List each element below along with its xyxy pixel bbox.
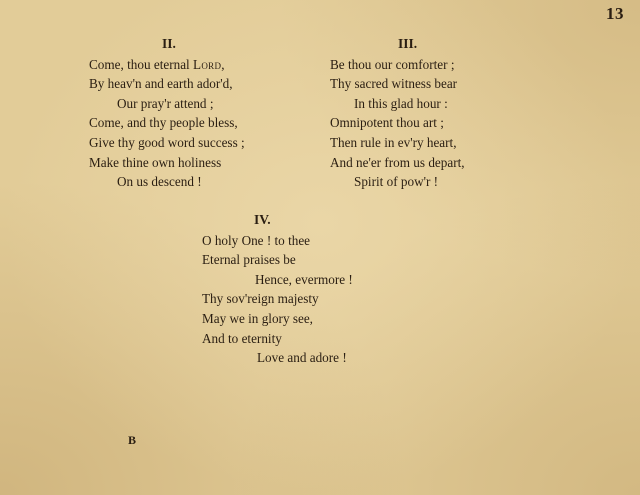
stanza-iv [202,210,402,368]
verse-line: Thy sov'reign majesty [202,291,319,307]
lord-small-caps: Lord, [193,56,225,72]
verse-line: Make thine own holiness [89,154,222,170]
verse-line-indented: Hence, evermore ! [255,271,353,287]
verse-line: Eternal praises be [202,252,296,268]
signature-mark: B [128,433,137,447]
verse-line: Then rule in ev'ry heart, [330,134,457,150]
verse-line-indented: In this glad hour : [354,95,448,111]
verse-line-indented: On us descend ! [117,174,202,190]
verse-line: Thy sacred witness bear [330,76,458,92]
verse-line: Come, and thy people bless, [89,115,238,131]
verse-line-indented: Love and adore ! [257,350,347,366]
stanza-numeral: II. [162,36,176,51]
stanza-numeral: IV. [254,212,271,227]
verse-line: And to eternity [202,330,282,346]
stanza-numeral: III. [398,36,418,51]
page-number: 13 [606,4,624,23]
verse-line: O holy One ! to thee [202,232,311,248]
stanza-iii [330,34,560,192]
verse-line: Be thou our comforter ; [330,56,455,72]
verse-line-indented: Spirit of pow'r ! [354,174,439,190]
stanza-ii [89,34,319,192]
verse-line: Come, thou eternal Lord, [89,56,225,72]
verse-line: Give thy good word success ; [89,134,245,150]
verse-line: May we in glory see, [202,310,313,326]
verse-line: Omnipotent thou art ; [330,115,444,131]
verse-line: By heav'n and earth ador'd, [89,76,233,92]
verse-line: And ne'er from us depart, [330,154,465,170]
verse-line-indented: Our pray'r attend ; [117,95,214,111]
